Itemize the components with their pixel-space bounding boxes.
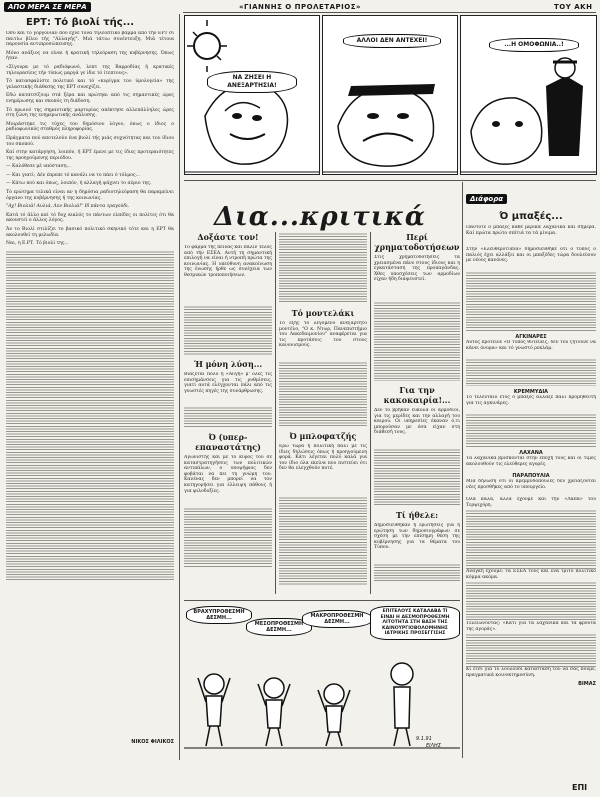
subhead-lachana: ΛΑΧΑΝΑ — [519, 450, 543, 456]
column-text-block — [374, 301, 460, 381]
paragraph: Μοιράστηκε τις τύχες του δημόσιου λόγου, όπως ο ίδιος ο ραδιοφωνικός σταθμός πληροφορίας. — [6, 121, 174, 133]
paragraph: "Αχ! Βιολιά! Αυλιά, Λεν Βιολιά!" Ιδ πάντα τραγούδι. — [6, 204, 130, 210]
subhead-parapoulia: ΠΑΡΑΠΟΥΛΙΑ — [512, 473, 550, 479]
main-column-1 — [184, 232, 272, 597]
paragraph: — Καλόθεσε μέ υπόσταση... — [6, 164, 71, 170]
paragraph: — Κάτω πού και όπως, λοιπόν, ή αλλαγή ψάχνει το αύριο της. — [6, 181, 152, 187]
paragraph: Μόνο ανάξιος να είναι ή κρατική τηλεόραση της κυβέρνησης. Όπως ήταν. — [6, 50, 174, 62]
subhead-agkinares: ΑΓΚΙΝΑΡΕΣ — [515, 334, 547, 340]
column-text: Στις χρηματοδοτήσεις τα χρειασμένα πάνε στους ίδιους και η εγκατάσταση της προπαγάνδας. Χθες υποσχέσεις των αρμοδίων είχαν ήδη διαψευστεί. — [374, 255, 460, 283]
paragraph: — Και γιατί; Δέν έπρεπε τό κανάλι να το πάει ό τόλμος... — [6, 172, 140, 178]
bottom-cartoon — [184, 604, 460, 754]
cartoon-panel-2 — [322, 15, 458, 175]
cartoon-panel-3 — [460, 15, 597, 175]
right-section-tag: Διάφορα — [466, 194, 507, 204]
article-text-block — [6, 250, 174, 580]
paragraph: «Σίγουρα με τό ραδιόφωνό, λεπτ της Βαρροδίας ή κρατικές τηλεορασίεις τήν τύπως μαργά γε ίδιε τό ίτεπτους». — [6, 64, 174, 76]
column-text-block — [374, 448, 460, 506]
column-text-block — [184, 406, 272, 428]
paragraph: Αυτός πρότεινε «Ό τύπος θυτεύεις, δεν τού ζητούνε να κάνει όνομα» και τό γνωστό ρεκλάμ. — [466, 340, 596, 351]
cartoon-figure-1-icon — [185, 16, 319, 174]
column-text: Δεν τό βρήκαν εύκολα οι αρμόδιοι, για τις μερίδες και την αλλαγή του καιρού. Οι υπηρεσίες έκαναν ό,τι μπορούσαν με όσα είχαν στη διάθεσή τους. — [374, 408, 460, 436]
paragraph: Καί στην κατάργηση, λοιπόν, ή ΕΡΤ έμενε με τις ίδιες προτεραιότητες της προηγούμενης περιόδου. — [6, 150, 174, 161]
main-section-title: Δια...κριτικά — [214, 202, 426, 232]
paragraph: Οσο καί τό γοργόνιαν πού έχνε τόνα τηλεοπτικό βάμμα από τήν ΕΡΤ σί παιτίω βίλιο τής "Αλλαγής". Μιά τάτιω συνέντευξη. Μιά τέτοια παρουσία αντιπροσώπευσης. — [6, 31, 174, 48]
strip-title: «ΓΙΑΝΝΗΣ Ο ΠΡΟΛΕΤΑΡΙΟΣ» — [239, 3, 362, 11]
paragraph: Τό πρωινό της σημαντικής μαρτυρίας απέκτησε αλλεπάλληλες ώρες στη ζώνη της ενημερωτικής ανάλυσης. — [6, 107, 174, 119]
paragraph: Εδώ κατατσίζουμ στά ξέρα και πρώτηαι από τις σημαντικές ώρες ενημέρωσης και σκοπός τη διάδοση. — [6, 93, 174, 104]
left-article-byline: ΝΙΚΟΣ ΦΙΛΙΚΟΣ — [131, 739, 174, 745]
paragraph: Κατά τό άλλο καί τό δοχ κικλός το πάντων ελπίδες οι πολίτες ότι θα ακουστεί ο άλλος λόγος. — [6, 212, 174, 224]
caption-bubble: ΕΠΙΤΕΛΟΥΣ ΚΑΤΑΛΑΒΑ ΤΙ ΕΙΝΑΙ Η ΔΕΣΜΟΠΡΟΘΕΣΜΗ ΛΙΤΟΤΗΤΑ ΣΤΗ ΒΑΣΗ ΤΗΣ ΚΑΙΝΟΥΡΓΙΟΒΟΛΟΜΗΝΗΣ ΙΑΤΡΙΚΗΣ ΠΡΟΣΕΓΓΙΣΗΣ — [370, 606, 460, 640]
main-section — [184, 184, 460, 599]
column-text-block — [466, 271, 596, 331]
speech-bubble: ΒΡΑΧΥΠΡΟΘΕΣΜΗ ΔΕΣΜΗ... — [186, 606, 252, 624]
column-head: Τί ήθελε: — [395, 510, 439, 520]
paragraph: Στην «Ελευθεροτυπία» δημοσιεύθηκε ότι ο τύπος ο παλιός έχει αλλάξει και οι μπαξέδες τώρα δουλεύουν με νέους κανόνες. — [466, 247, 596, 264]
right-column-title: Ό μπαξές... — [499, 211, 563, 222]
column-text-block — [466, 581, 596, 621]
paragraph: Ναι, η Ε.ΡΤ. Τό βιολί της... — [6, 241, 69, 247]
paragraph: Πράγματα πού αποτελούν ένα βιολί τής μιάς συχνότητας και του ίδιου του σκοπού. — [6, 135, 174, 147]
right-column-byline: ΒΙΜΑΣ — [578, 681, 596, 687]
column-text-block — [279, 496, 367, 586]
strip-author: ΤΟΥ ΑΚΗ — [554, 3, 593, 11]
column-text-block — [184, 305, 272, 355]
main-column-3 — [374, 232, 460, 597]
speech-bubble: ΜΕΣΟΠΡΟΘΕΣΜΗ ΔΕΣΜΗ... — [246, 618, 312, 636]
paragraph: Τό ερώτημα τελικά είναι αν η δημόσια ραδιοτηλεόραση θα παραμείνει όργανο της κυβέρνησης ή της κοινωνίας. — [6, 190, 174, 201]
column-head: Ή μόνη λύση... — [193, 359, 263, 369]
column-text-block — [279, 232, 367, 304]
paragraph: Ανάγκη έχουμε: τα ΕΣΕΑ τους και ένα τρίτο πολιτικό κόμμα ακόμα. — [466, 569, 596, 580]
column-text: Ερω τώρα ή πολιτική πάλι μέ τις ίδιες δηλώσεις όπως ή προηγούμενη φορά. Κάτι λέγεται πολύ καλά για τον ίδιο όλα εκείνα που πιστεύει ότι δεν θα ελεγχθούν ποτέ. — [279, 444, 367, 472]
column-text-block — [466, 413, 596, 447]
top-cartoon-strip — [184, 15, 596, 175]
paragraph: Όλα καλά, αλλά έχουμε καί τήν «Λάπα» του Τερψιχόρη. — [466, 497, 596, 508]
column-head: Περί χρηματοδοτήσεων — [374, 232, 460, 252]
speech-bubble: ...Η ΟΜΟΦΩΝΙΑ..! — [489, 38, 579, 52]
column-text-block — [466, 358, 596, 386]
column-text-block — [184, 507, 272, 567]
column-head: Δοξάστε τον! — [197, 232, 259, 242]
column-text: Βιάζεται πολύ η «Αυγή» μ' όλες τις επισημάνσεις για τις ρυθμίσεις, γιατί αυτά ελέγχονται πάλι από τις γνωστές πηγές της συνάρθρωσης. — [184, 372, 272, 394]
column-head: Τό μοντελάκι — [291, 308, 355, 318]
paragraph: Τό κατασφαλίστε πολιτικό και τό «κυρίγμα του ύμολογεία» της γελαστικής διάθεσης της ΕΡΤ συνεχίζει. — [6, 79, 174, 90]
column-text-block — [279, 361, 367, 427]
cartoon-date: 9.1.91 — [416, 736, 432, 742]
main-column-2 — [279, 232, 367, 597]
speech-bubble: ΑΛΛΟΙ ΔΕΝ ΑΝΤΕΧΕΙ! — [343, 34, 441, 48]
paragraph: Μιά δήλωση ότι οι κρεμμυδόπουλες δεν χρειάζονται νέες προσθήκες από το υπουργείο. — [466, 479, 596, 490]
column-head: Για την κακοκαιρία!... — [383, 385, 451, 405]
column-head: Ό μπλοφατζής — [289, 431, 357, 441]
column-text: Τό φαρμα τής πείνας καί πάλιν τέλος από τήν ΕΣΕΑ. Αυτή τη σημαντική επιλογή να είναι ή ντροπή πρώτα της κοινωνίας. Η υπεύθυνη ανακοίνωση της ένωσης ήρθε ως συνέχεια των θεσμικών τροποποιήσεων. — [184, 245, 272, 278]
right-column — [466, 186, 596, 758]
column-text-block — [466, 633, 596, 667]
left-article-body — [6, 31, 174, 737]
paragraph: Τό τελευταίο έτος ο μπαξές άλλαξε πάλι προμηθευτή για τις αγκινάρες. — [466, 395, 596, 406]
left-section-tag: ΑΠΟ ΜΕΡΑ ΣΕ ΜΕΡΑ — [4, 2, 91, 12]
subhead-kremmydia: ΚΡΕΜΜΥΔΙΑ — [513, 389, 549, 395]
column-text: Δημοσιεύθηκαν ή ερωτήσεις για ή ερώτηση των δημοσιογράφων σε σχέση με την επίσημη θέση της κυβέρνησης για τα θέματα του Τύπου. — [374, 523, 460, 551]
left-article — [6, 17, 174, 757]
paragraph: Τελειώνοντας: «Κάτι για τα λαχανικά καί τά φρούτα της αγοράς». — [466, 621, 596, 632]
paragraph: Τα λαχανικά βρίσκονται στην εποχή τους και οι τιμές ακολουθούν τις ελεύθερες αγορές. — [466, 456, 596, 467]
cartoon-panel-1 — [184, 15, 320, 175]
column-text-block — [374, 563, 460, 583]
column-text: Αγωνιστής καί μέ τό κύρος του σε καταστρατηγήσεις των πολιτικών αντιπάλων, ο υποψήφιος δεν φοβάται να πει τη γνώμη του. Κανένας δεν μπορεί να τον κατηγορήσει για έλλειψη πάθους ή για φιλοδοξίες. — [184, 455, 272, 494]
column-text-block — [466, 509, 596, 569]
column-head: Ό (υπερ-επαναστάτης) — [195, 432, 261, 452]
right-intro: Πάντοτε ό μπαξές κάθε μερικά λαχανικά καί σήμερα. Καί πρώτα πρώτο σπίτιά τα τά μίνιμα. — [466, 225, 596, 236]
cartoon-signature: ΕΙΛΗΣ — [426, 743, 441, 749]
page-number: ΕΠΙ — [572, 783, 588, 792]
paragraph: Άν το Βιολί στιλίζει το βασικό πολιτικό σκηνικό τότε και η ΕΡΤ θα ακολουθεί τη μελωδία. — [6, 227, 174, 238]
left-article-title: ΕΡΤ: Τό βιολί τής... — [26, 17, 135, 28]
speech-bubble: ΜΑΚΡΟΠΡΟΘΕΣΜΗ ΔΕΣΜΗ... — [302, 610, 372, 628]
paragraph: Κι έτσι γιά τό λουλούδι κατάσταση του να σας πούμε, πραγματικά κοινοκτημοσύνη. — [466, 667, 596, 678]
speech-bubble: ΝΑ ΖΗΣΕΙ Η ΑΝΕΞΑΡΤΗΣΙΑ! — [207, 71, 297, 93]
column-text: Τό εξής τό λεγόμενο ανεξάρτητο μοντέλο, "Ο κ. Ντωρ, Πανεπιστήμιο του Λακεδαιμονίου" αναφέρεται για τις προτάσεις του στους κανονισμούς. — [279, 321, 367, 349]
